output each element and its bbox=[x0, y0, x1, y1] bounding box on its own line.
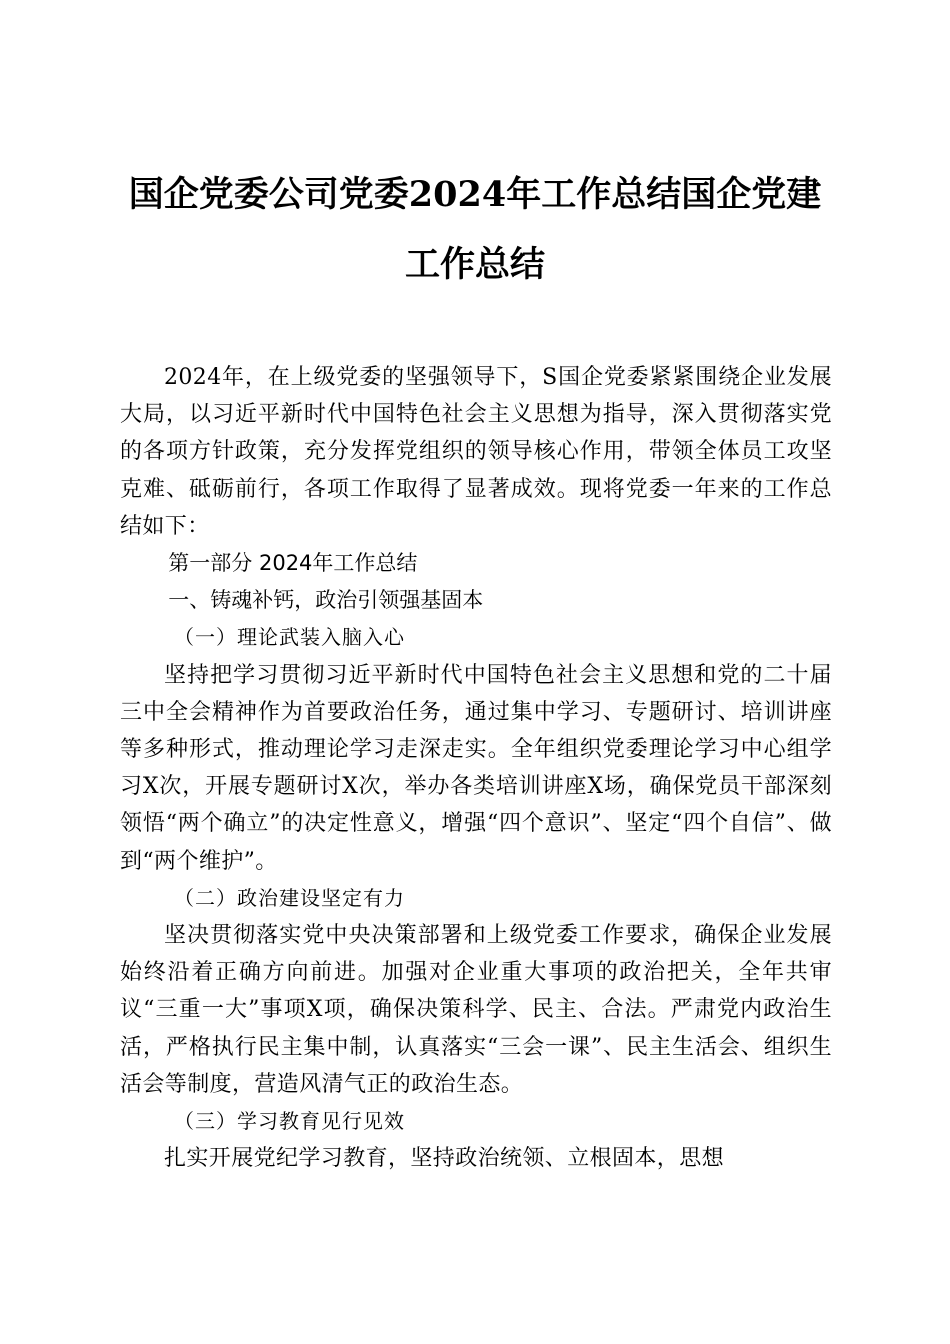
subsection-heading: （二）政治建设坚定有力 bbox=[174, 885, 405, 910]
section-heading: 一、铸魂补钙，政治引领强基固本 bbox=[168, 588, 484, 613]
intro-paragraph: 2024年，在上级党委的坚强领导下，S国企党委紧紧围绕企业发展大局，以习近平新时代中国特色社会主义思想为指导，深入贯彻落实党的各项方针政策，充分发挥党组织的领导核心作用，带领全体员工攻坚克难、砥砺前行，各项工作取得了显著成效。现将党委一年来的工作总结如下： bbox=[120, 365, 832, 539]
subsection-paragraph: 坚决贯彻落实党中央决策部署和上级党委工作要求，确保企业发展始终沿着正确方向前进。加强对企业重大事项的政治把关，全年共审议“三重一大”事项X项，确保决策科学、民主、合法。严肃党内政治生活，严格执行民主集中制，认真落实“三会一课”、民主生活会、组织生活会等制度，营造风清气正的政治生态。 bbox=[120, 923, 832, 1097]
subsection-heading: （一）理论武装入脑入心 bbox=[174, 625, 405, 650]
document-title-line2: 工作总结 bbox=[404, 244, 545, 285]
document-title-line1: 国企党委公司党委2024年工作总结国企党建 bbox=[128, 174, 822, 215]
subsection-paragraph: 坚持把学习贯彻习近平新时代中国特色社会主义思想和党的二十届三中全会精神作为首要政治任务，通过集中学习、专题研讨、培训讲座等多种形式，推动理论学习走深走实。全年组织党委理论学习中心组学习X次，开展专题研讨X次，举办各类培训讲座X场，确保党员干部深刻领悟“两个确立”的决定性意义，增强“四个意识”、坚定“四个自信”、做到“两个维护”。 bbox=[120, 662, 832, 874]
subsection-paragraph: 扎实开展党纪学习教育，坚持政治统领、立根固本，思想 bbox=[164, 1146, 725, 1172]
document-body bbox=[120, 359, 832, 1177]
part-heading: 第一部分 2024年工作总结 bbox=[168, 551, 418, 576]
subsection-heading: （三）学习教育见行见效 bbox=[174, 1109, 405, 1134]
